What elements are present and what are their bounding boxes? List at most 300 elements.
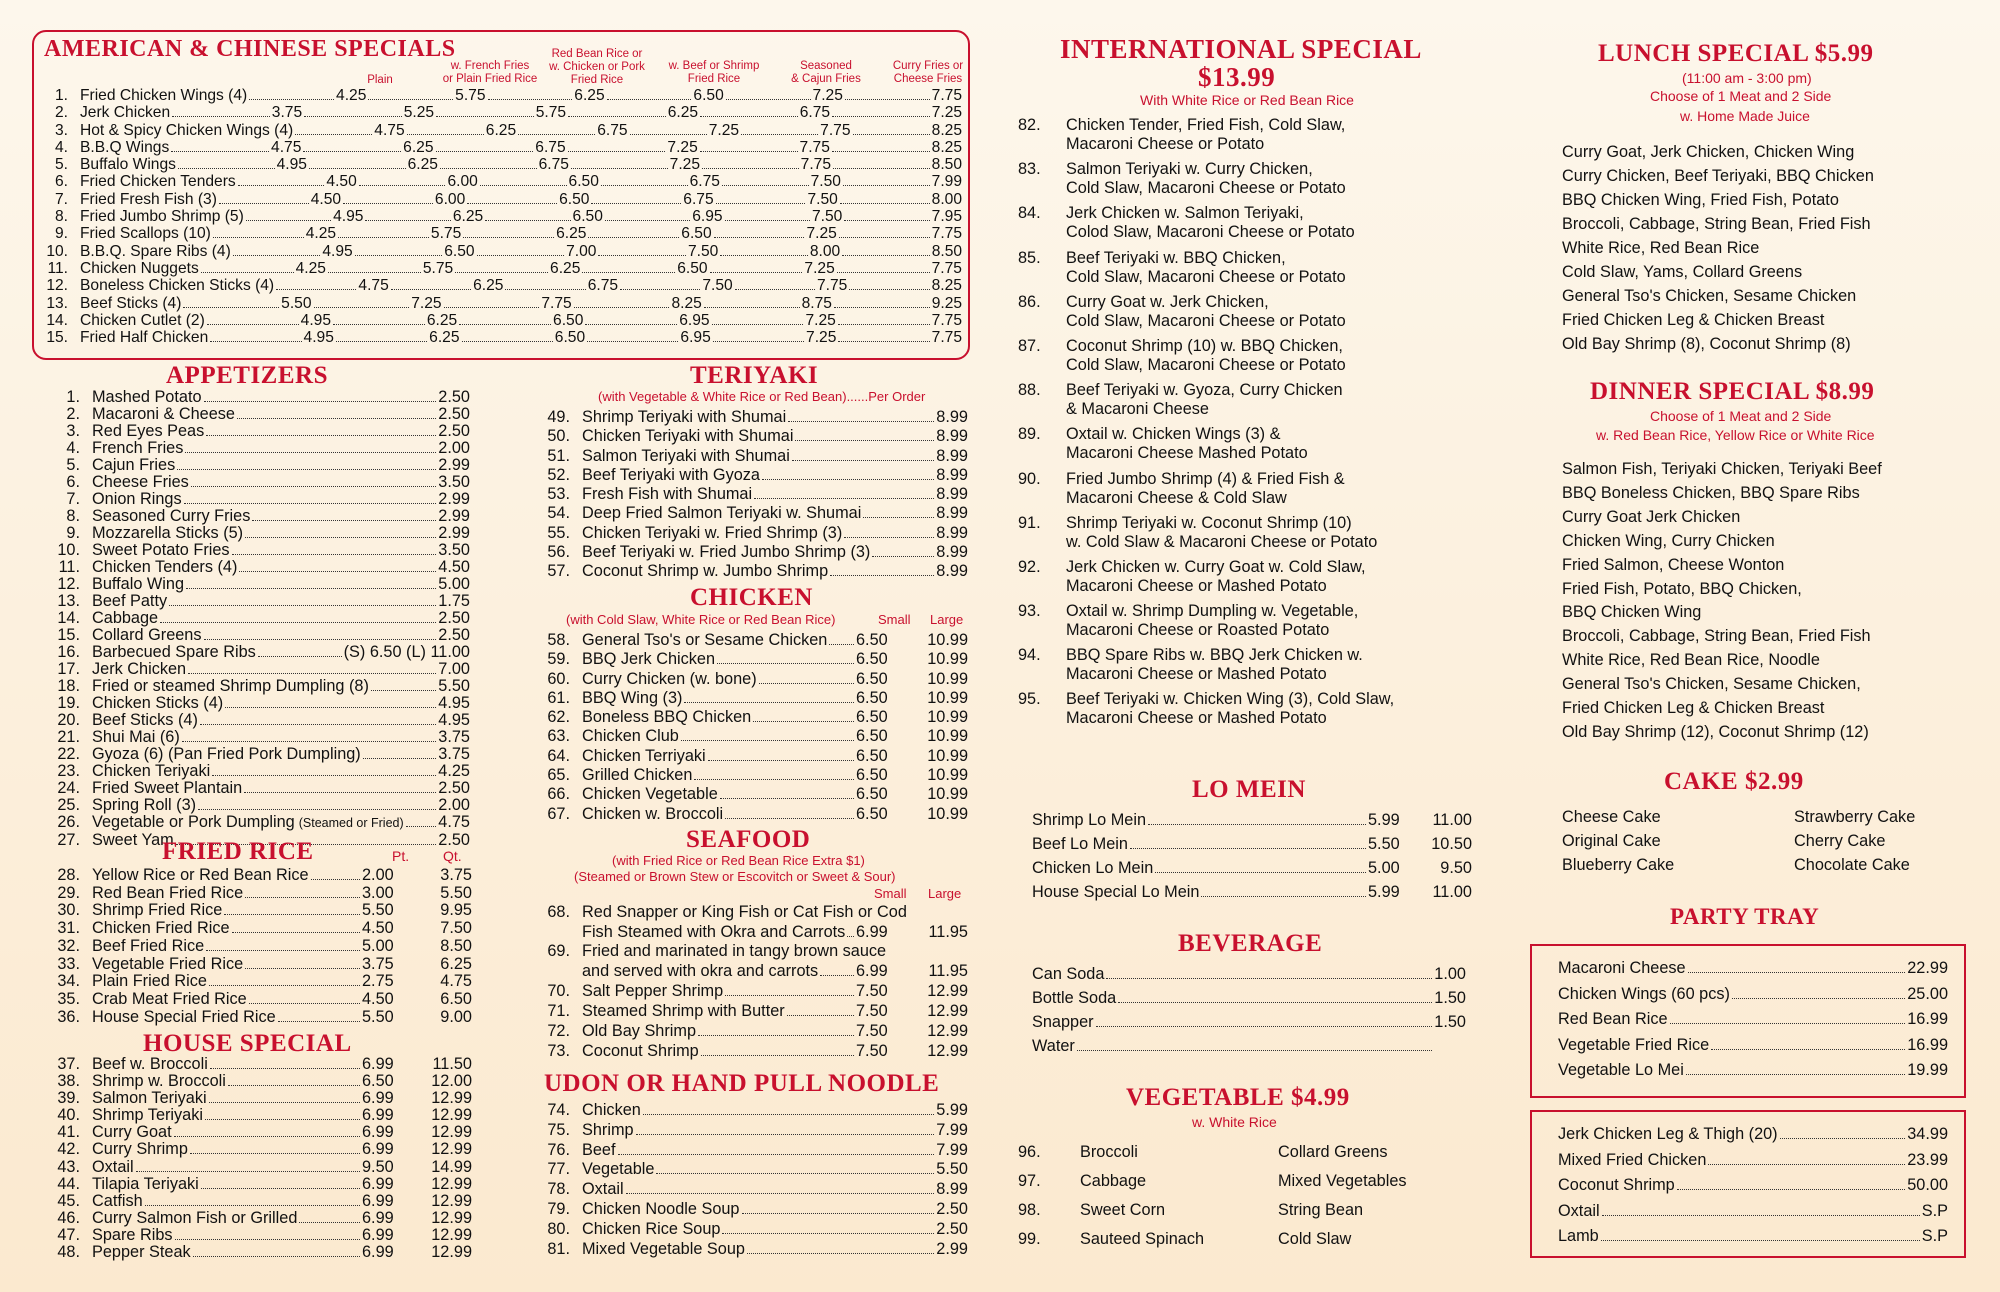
item-price-small: 6.50 [856, 688, 888, 707]
dot-leader [224, 914, 360, 915]
item-price: 7.50 [807, 190, 838, 208]
beverage-list [1032, 962, 1466, 1058]
dot-leader [1118, 1002, 1432, 1003]
item-number: 57. [547, 562, 570, 581]
item-number: 1. [66, 388, 80, 406]
cakeL-line: Original Cake [1562, 831, 1661, 850]
teriyaki-item [522, 524, 968, 543]
udon-item [522, 1160, 968, 1180]
item-number: 27. [57, 830, 80, 849]
item-name: Vegetable Lo Mei [1558, 1061, 1684, 1080]
dot-leader [145, 1205, 360, 1206]
appetizers-item [32, 746, 470, 763]
item-number: 10. [57, 541, 80, 559]
item-price: 5.50 [281, 294, 312, 312]
item-price: 6.50 [553, 311, 584, 329]
international-item [1018, 425, 1478, 463]
item-name: Chicken Noodle Soup [582, 1199, 740, 1218]
dinner-line: Curry Goat Jerk Chicken [1562, 507, 1741, 526]
item-price: 8.25 [931, 121, 962, 139]
item-price-large: 5.50 [440, 883, 472, 902]
dot-leader [844, 537, 934, 538]
lo-mein-item [1032, 808, 1472, 832]
item-name: Chicken Tenders (4) [92, 558, 238, 576]
item-number: 30. [57, 901, 80, 920]
item-number: 82. [1018, 116, 1041, 134]
item-number: 11. [58, 558, 80, 576]
dot-leader [574, 307, 670, 308]
dot-leader [193, 1256, 360, 1257]
item-name: Curry Chicken (w. bone) [582, 669, 757, 688]
item-price: 16.99 [1907, 1010, 1948, 1029]
dot-leader [209, 1102, 360, 1103]
item-price-large: 6.50 [440, 989, 472, 1008]
dot-leader [840, 203, 930, 204]
item-price: 3.75 [438, 728, 470, 746]
item-price: 7.75 [800, 156, 832, 174]
item-number: 46. [57, 1208, 80, 1227]
dot-leader [587, 341, 678, 342]
item-price-large: 6.25 [440, 954, 472, 973]
item-name: Vegetable or Pork Dumpling [92, 813, 295, 831]
item-number: 94. [1018, 646, 1041, 665]
dot-leader [185, 452, 436, 453]
dot-leader [204, 639, 437, 640]
dot-leader [1077, 1050, 1432, 1051]
item-number: 23. [57, 762, 80, 780]
item-price: 4.50 [438, 558, 470, 576]
item-name: Sweet Potato Fries [92, 541, 230, 559]
dot-leader [328, 272, 421, 273]
item-price-small: 5.99 [1368, 811, 1400, 829]
chicken-item [522, 650, 968, 669]
item-price: 34.99 [1907, 1125, 1948, 1143]
item-price-large: 10.99 [927, 688, 968, 707]
dot-leader [787, 1015, 854, 1016]
item-name: Snapper [1032, 1013, 1094, 1031]
item-number: 5. [66, 456, 80, 474]
udon-item [522, 1220, 968, 1240]
item-price: 6.25 [485, 121, 517, 139]
item-price: 7.50 [702, 277, 733, 295]
item-price-large: 12.99 [431, 1123, 472, 1142]
item-price-large: 11.00 [1432, 883, 1472, 901]
fried-rice-pt-header: Pt. [392, 848, 410, 864]
dot-leader [174, 1136, 360, 1137]
udon-list [522, 1101, 968, 1259]
item-number: 88. [1018, 381, 1041, 400]
description-line-2: & Macaroni Cheese [1066, 400, 1209, 419]
item-price: 7.99 [931, 173, 963, 191]
item-price-small: 5.00 [1368, 859, 1400, 877]
fried-rice-title: FRIED RICE [162, 838, 314, 865]
item-name: Cheese Fries [92, 473, 189, 491]
dot-leader [607, 99, 692, 100]
item-description [1066, 690, 1394, 728]
international-subtitle: With White Rice or Red Bean Rice [1140, 92, 1354, 108]
item-price-small: 5.50 [1368, 835, 1400, 853]
item-number: 8. [66, 507, 80, 525]
dinner-line: Fried Fish, Potato, BBQ Chicken, [1562, 579, 1802, 598]
item-number: 42. [57, 1140, 80, 1159]
item-number: 78. [547, 1180, 570, 1199]
dot-leader [359, 185, 446, 186]
dot-leader [1130, 848, 1366, 849]
dot-leader [618, 1154, 935, 1155]
item-price-small: 2.00 [362, 866, 394, 884]
house-item [32, 1159, 472, 1176]
dot-leader [636, 1134, 935, 1135]
dot-leader [626, 1193, 935, 1194]
item-number: 3. [66, 422, 80, 440]
dot-leader [829, 644, 854, 645]
item-price-small: 6.50 [856, 669, 888, 688]
dot-leader [219, 203, 309, 204]
description-line-1: Oxtail w. Chicken Wings (3) & [1066, 425, 1281, 444]
description-line-2: Cold Slaw, Macaroni Cheese or Potato [1066, 179, 1346, 198]
item-number: 40. [57, 1106, 80, 1125]
dot-leader [725, 995, 854, 996]
item-name: House Special Lo Mein [1032, 883, 1200, 901]
item-number: 14. [46, 311, 68, 329]
item-price: 8.00 [809, 242, 841, 260]
item-number: 35. [57, 989, 80, 1008]
item-price: 6.75 [587, 277, 619, 295]
appetizers-item [32, 814, 470, 832]
item-price: 4.25 [295, 259, 326, 277]
teriyaki-item [522, 408, 968, 427]
item-name: Fried Jumbo Shrimp (5) [80, 208, 244, 226]
dot-leader [1601, 1240, 1920, 1241]
item-price: 8.50 [931, 242, 963, 260]
item-price: 7.75 [931, 329, 963, 347]
appetizers-item [32, 525, 470, 542]
item-price-large: 12.99 [431, 1089, 472, 1108]
item-number: 70. [547, 982, 570, 1000]
dot-leader [735, 289, 815, 290]
item-number: 39. [57, 1089, 80, 1108]
item-price: 2.50 [438, 779, 470, 797]
item-price: 6.25 [407, 156, 438, 174]
american-item [32, 329, 962, 346]
friedrice-item [32, 867, 472, 885]
cakeL-line: Blueberry Cake [1562, 855, 1675, 874]
friedrice-item [32, 902, 472, 920]
international-item [1018, 116, 1478, 154]
item-name: Lamb [1558, 1227, 1599, 1246]
item-description [1066, 337, 1346, 375]
lunch-line: Fried Chicken Leg & Chicken Breast [1562, 311, 1825, 329]
dot-leader [701, 1055, 854, 1056]
item-name: Coconut Shrimp w. Jumbo Shrimp [582, 562, 829, 581]
teriyaki-item [522, 427, 968, 446]
appetizers-list [32, 389, 470, 849]
dot-leader [183, 307, 279, 308]
description-line-1: Coconut Shrimp (10) w. BBQ Chicken, [1066, 336, 1343, 355]
item-number: 96. [1018, 1143, 1041, 1161]
dot-leader [1155, 872, 1366, 873]
item-name: Oxtail [1558, 1201, 1600, 1220]
item-number: 91. [1018, 513, 1041, 532]
item-price: 6.00 [447, 173, 478, 191]
item-price: 7.25 [806, 225, 837, 243]
item-price: 8.75 [801, 294, 832, 312]
international-item [1018, 204, 1478, 242]
item-price: 6.75 [535, 138, 566, 156]
dinner-list [1562, 458, 1982, 745]
lunch-line: Broccoli, Cabbage, String Bean, Fried Fish [1562, 215, 1871, 233]
item-name: Old Bay Shrimp [582, 1022, 697, 1040]
beverage-title: BEVERAGE [1178, 930, 1323, 957]
item-number: 9. [54, 225, 68, 243]
appetizers-item [32, 576, 470, 593]
item-number: 16. [57, 643, 80, 661]
dot-leader [160, 622, 436, 623]
dot-leader [700, 151, 798, 152]
international-title: INTERNATIONAL SPECIAL [1060, 34, 1422, 64]
item-number: 6. [66, 473, 80, 491]
dot-leader [605, 220, 690, 221]
dot-leader [371, 690, 436, 691]
dot-leader [853, 134, 930, 135]
item-price: 6.25 [556, 225, 587, 243]
item-price: 4.95 [322, 242, 353, 260]
chicken-subtitle: (with Cold Slaw, White Rice or Red Bean Rice) [566, 612, 836, 627]
description-line-2: Cold Slaw, Macaroni Cheese or Potato [1066, 311, 1346, 330]
item-price-large: 14.99 [431, 1157, 472, 1176]
beverage-item [1032, 986, 1466, 1010]
house-item [32, 1056, 472, 1073]
description-line-2: Cold Slaw, Macaroni Cheese or Potato [1066, 267, 1346, 286]
dot-leader [436, 116, 534, 117]
item-price: 7.25 [411, 294, 442, 312]
dot-leader [759, 683, 854, 684]
description-line-2: w. Cold Slaw & Macaroni Cheese or Potato [1066, 532, 1378, 551]
item-price: 25.00 [1907, 984, 1948, 1003]
party-tray-list-2 [1558, 1122, 1948, 1250]
item-name: Shrimp w. Broccoli [92, 1072, 226, 1091]
item-price: 16.99 [1907, 1035, 1948, 1054]
item-price: 6.25 [667, 104, 699, 122]
item-price-small: 6.99 [856, 961, 888, 980]
item-price: 4.25 [305, 225, 337, 243]
dot-leader [704, 307, 800, 308]
appetizers-item [32, 423, 470, 440]
item-price-small: 5.00 [362, 936, 394, 955]
item-number: 4. [54, 138, 68, 156]
item-name: Fried Chicken Tenders [80, 173, 236, 191]
item-price-small: 6.50 [856, 631, 888, 649]
dot-leader [391, 289, 471, 290]
item-price: 8.25 [671, 294, 702, 312]
dot-leader [1096, 1026, 1432, 1027]
item-name: Chicken Vegetable [582, 785, 718, 804]
american-item [32, 191, 962, 208]
description-line-2: Macaroni Cheese Mashed Potato [1066, 444, 1308, 463]
dot-leader [436, 151, 534, 152]
item-price-small: 7.50 [856, 1002, 888, 1020]
item-price: 7.00 [438, 660, 470, 678]
item-name: Steamed Shrimp with Butter [582, 1002, 785, 1020]
dot-leader [872, 556, 934, 557]
item-price: 2.50 [438, 405, 470, 423]
item-number: 95. [1018, 690, 1041, 709]
lunch-line: BBQ Chicken Wing, Fried Fish, Potato [1562, 191, 1839, 209]
item-price: (S) 6.50 (L) 11.00 [343, 643, 470, 661]
dot-leader [1711, 1049, 1905, 1050]
seafood-title: SEAFOOD [686, 826, 811, 853]
item-name: B.B.Q. Spare Ribs (4) [80, 242, 231, 260]
item-price-large: 10.99 [927, 631, 968, 649]
cake-title: CAKE $2.99 [1664, 768, 1804, 795]
dot-leader [720, 798, 854, 799]
item-name: Chicken Teriyaki with Shumai [582, 427, 794, 446]
house-item [32, 1176, 472, 1193]
item-price-large: 9.95 [440, 901, 472, 920]
seafood-item [522, 1001, 968, 1021]
item-number: 41. [57, 1123, 80, 1142]
dot-leader [838, 324, 930, 325]
item-number: 60. [547, 669, 570, 688]
item-number: 83. [1018, 160, 1041, 179]
dot-leader [837, 272, 930, 273]
appetizers-item [32, 627, 470, 644]
house-item [32, 1210, 472, 1227]
item-name: Curry Goat [92, 1123, 172, 1142]
item-number: 89. [1018, 425, 1041, 444]
item-price: 2.50 [438, 609, 470, 627]
description-line-2: Macaroni Cheese or Roasted Potato [1066, 621, 1330, 640]
dot-leader [849, 289, 929, 290]
dot-leader [1688, 972, 1906, 973]
item-name: Catfish [92, 1191, 143, 1210]
item-name: Water [1032, 1037, 1075, 1055]
item-price: 6.50 [693, 87, 724, 104]
item-name: General Tso's or Sesame Chicken [582, 631, 828, 649]
dot-leader [571, 168, 668, 169]
international-list [1018, 116, 1478, 735]
dot-leader [355, 255, 443, 256]
dot-leader [210, 341, 301, 342]
description-line-1: Beef Teriyaki w. Chicken Wing (3), Cold Slaw, [1066, 690, 1395, 709]
dinner-choice: Choose of 1 Meat and 2 Side [1650, 408, 1832, 424]
chicken-item [522, 785, 968, 804]
dot-leader [712, 324, 804, 325]
lunch-list [1562, 140, 1982, 356]
beverage-item [1032, 1034, 1466, 1058]
item-price: 2.99 [438, 507, 470, 525]
item-description [1066, 646, 1363, 684]
dot-leader [477, 255, 565, 256]
item-price: S.P [1921, 1227, 1948, 1246]
dot-leader [1201, 896, 1366, 897]
item-price: 2.50 [438, 388, 470, 406]
item-price: 7.75 [931, 259, 962, 277]
party-tray-item [1558, 1033, 1948, 1059]
item-price: 8.99 [936, 1180, 968, 1199]
dot-leader [582, 272, 675, 273]
item-price: 6.95 [680, 329, 711, 347]
item-number: 65. [547, 766, 570, 785]
item-number: 9. [66, 524, 80, 542]
item-number: 80. [547, 1219, 570, 1238]
item-name: Mozzarella Sticks (5) [92, 524, 244, 542]
appetizers-item [32, 440, 470, 457]
item-price: 3.75 [271, 104, 303, 122]
item-name: Red Eyes Peas [92, 422, 205, 440]
description-line-1: Fried Jumbo Shrimp (4) & Fried Fish & [1066, 469, 1345, 488]
item-name: Macaroni Cheese [1558, 959, 1686, 977]
dot-leader [839, 237, 930, 238]
item-name: Chicken Lo Mein [1032, 859, 1154, 877]
udon-item [522, 1101, 968, 1121]
party-tray-item [1558, 956, 1948, 982]
appetizers-item [32, 763, 470, 780]
item-number: 61. [547, 688, 570, 707]
item-name: Fried Sweet Plantain [92, 779, 243, 797]
dot-leader [832, 116, 930, 117]
item-number: 13. [57, 592, 80, 610]
dot-leader [725, 220, 810, 221]
dot-leader [585, 324, 677, 325]
item-price: 7.25 [804, 259, 835, 277]
dot-leader [463, 237, 554, 238]
lunch-line: Old Bay Shrimp (8), Coconut Shrimp (8) [1562, 335, 1851, 353]
item-price-small: 6.99 [362, 1191, 394, 1210]
item-number: 84. [1018, 204, 1041, 223]
item-number: 15. [57, 626, 80, 644]
item-description [1066, 602, 1358, 640]
item-price: 7.75 [931, 87, 962, 104]
dot-leader [1148, 824, 1366, 825]
dot-leader [518, 134, 595, 135]
cakeR-line: Chocolate Cake [1794, 855, 1910, 874]
lo-mein-item [1032, 832, 1472, 856]
teriyaki-subtitle: (with Vegetable & White Rice or Red Bean)......Per Order [598, 389, 926, 404]
item-number: 36. [57, 1007, 80, 1026]
description-line-1: Jerk Chicken w. Curry Goat w. Cold Slaw, [1066, 557, 1366, 576]
item-name: Vegetable [582, 1160, 655, 1179]
item-note: (Steamed or Fried) [298, 816, 404, 830]
dot-leader [210, 1068, 360, 1069]
item-price: S.P [1921, 1201, 1948, 1220]
description-line-1: Beef Teriyaki w. Gyoza, Curry Chicken [1066, 381, 1343, 400]
dot-leader [237, 418, 436, 419]
description-line-1: Jerk Chicken w. Salmon Teriyaki, [1066, 204, 1304, 223]
item-number: 48. [57, 1243, 80, 1262]
item-number: 2. [66, 405, 80, 423]
item-name: Cajun Fries [92, 456, 176, 474]
item-price-large: 10.99 [927, 804, 968, 823]
item-number: 32. [57, 936, 80, 955]
item-name: Red Bean Fried Rice [92, 883, 244, 902]
cakeR-line: Cherry Cake [1794, 831, 1886, 850]
dinner-line: Fried Chicken Leg & Chicken Breast [1562, 699, 1825, 718]
seafood-subtitle-1: (with Fried Rice or Red Bean Rice Extra $1) [612, 853, 865, 868]
friedrice-item [32, 956, 472, 974]
dot-leader [212, 775, 436, 776]
item-price: 4.75 [358, 277, 389, 295]
dinner-line: Fried Salmon, Cheese Wonton [1562, 555, 1785, 574]
item-price: 6.50 [444, 242, 475, 260]
item-price: 6.75 [538, 156, 569, 174]
appetizers-item [32, 661, 470, 678]
dot-leader [845, 99, 930, 100]
item-number: 74. [547, 1101, 570, 1119]
dot-leader [245, 537, 436, 538]
item-name: Salt Pepper Shrimp [582, 982, 724, 1000]
item-name: Chicken w. Broccoli [582, 804, 724, 823]
